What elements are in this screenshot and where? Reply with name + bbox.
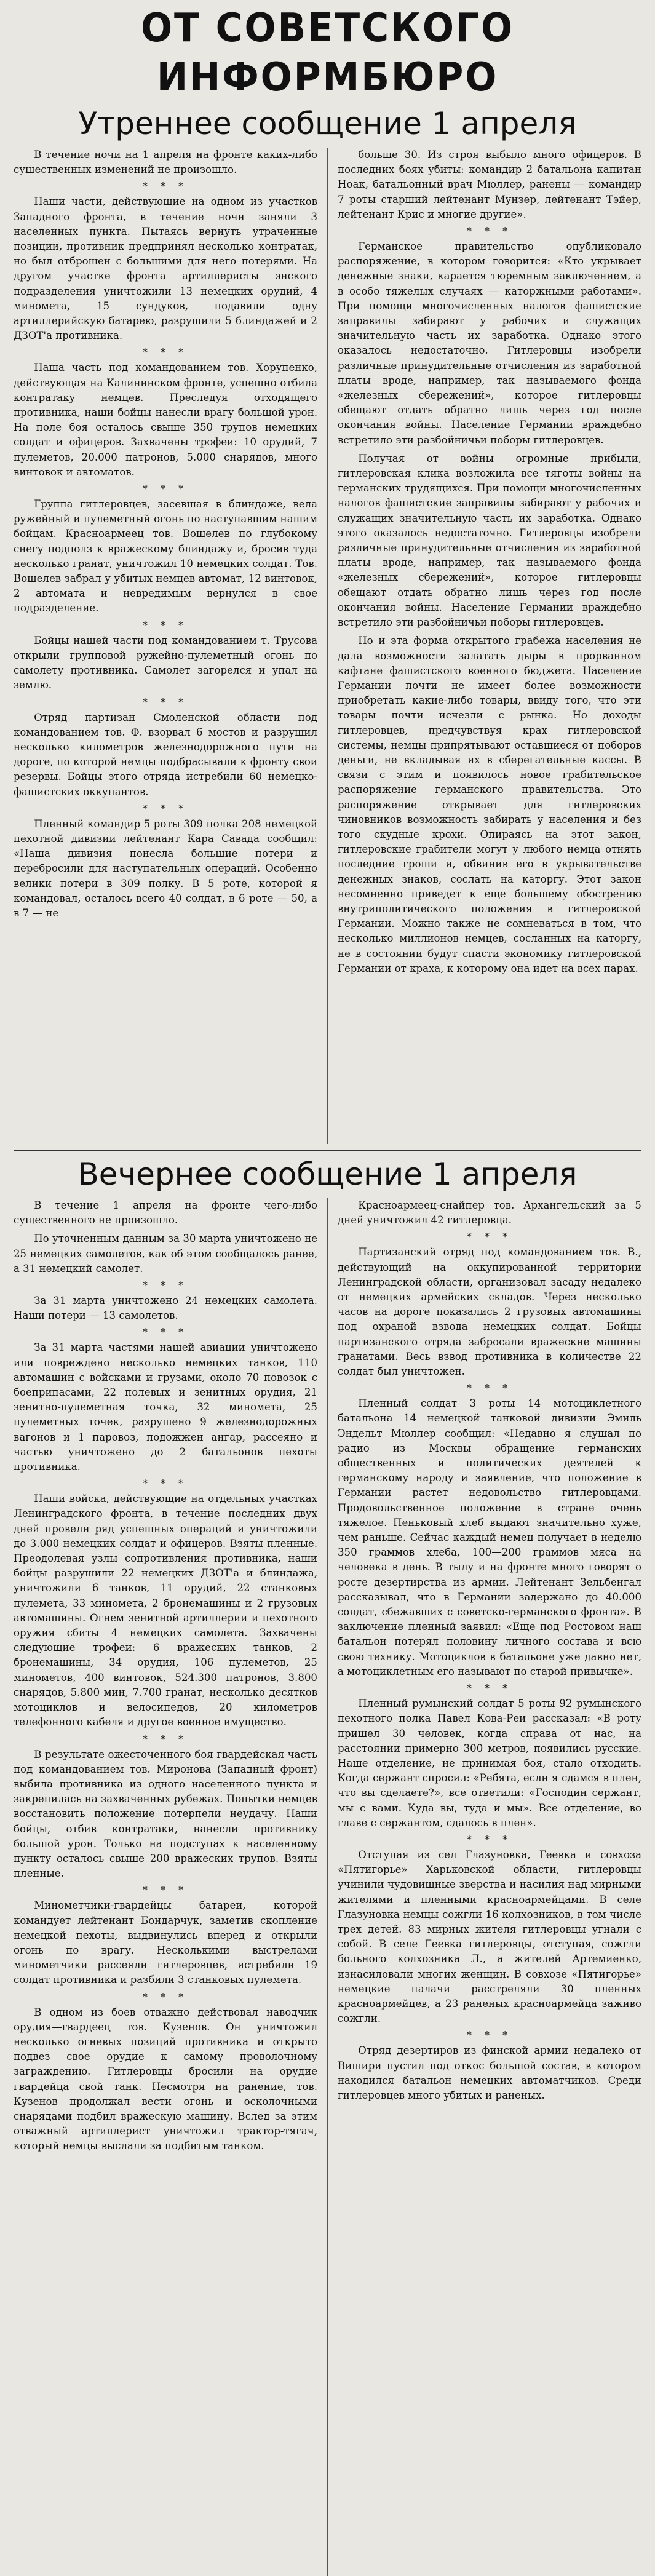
article-paragraph: больше 30. Из строя выбыло много офицеров. В последних боях убиты: командир 2 батальона капитан Ноак, батальонный врач Мюллер, ранены — командир 7 роты старший лейтенант Мунзер, лейтенант Тэйер, лейтенант Крис и многие другие». bbox=[338, 149, 641, 220]
evening-report-title: Вечернее сообщение 1 апреля bbox=[77, 1156, 578, 1192]
separator-stars: * * * bbox=[466, 2029, 513, 2041]
separator-stars: * * * bbox=[142, 1884, 189, 1896]
evening-right-column bbox=[338, 1198, 641, 2107]
article-paragraph: Наша часть под командованием тов. Хорупенко, действующая на Калининском фронте, успешно отбила контратаку немцев. Преследуя отходящего противника, наши бойцы нанесли врагу большой урон. На поле боя осталось свыше 350 трупов немецких солдат и офицеров. Захвачены трофеи: 10 орудий, 7 пулеметов, 20.000 патронов, 5.000 снарядов, много винтовок и автоматов. bbox=[14, 362, 317, 478]
article-paragraph: В течение 1 апреля на фронте чего-либо существенного не произошло. bbox=[14, 1199, 317, 1226]
separator-stars: * * * bbox=[466, 1382, 513, 1394]
article-paragraph: Группа гитлеровцев, засевшая в блиндаже, вела ружейный и пулеметный огонь по наступавшим нашим бойцам. Красноармеец тов. Вошелев по глубокому снегу подполз к вражескому блиндажу и, бросив туда несколько гранат, уничтожил 10 немецких солдат. Тов. Вошелев забрал у убитых немцев автомат, 12 винтовок, 2 автомата и невредимым вернулся в свое подразделение. bbox=[14, 498, 317, 614]
evening-left-column bbox=[14, 1198, 317, 2158]
article-paragraph: Но и эта форма открытого грабежа населения не дала возможности залатать дыры в прорванном кафтане фашистского военного бюджета. Население Германии почти не имеет более возможности приобретать какие-либо товары, ввиду того, что эти товары почти исчезли с рынка. Но доходы гитлеровцев, предчувствуя крах гитлеровской системы, немцы припрятывают оставшиеся от поборов деньги, не вкладывая их в сберегательные кассы. В связи с этим и появилось новое грабительское распоряжение германского правительства. Это распоряжение открывает для гитлеровских чиновников возможность забирать у населения и без того скудные крохи. Опираясь на этот закон, гитлеровские грабители могут у любого немца отнять последние гроши и, обвинив его в укрывательстве денежных знаков, сослать на каторгу. Этот закон несомненно приведет к еще большему обострению внутриполитического положения в гитлеровской Германии. Можно также не сомневаться в том, что несколько миллионов немцев, сосланных на каторгу, не в состоянии будут спасти экономику гитлеровской Германии от краха, к которому она идет на всех парах. bbox=[338, 635, 641, 974]
article-paragraph: Пленный румынский солдат 5 роты 92 румынского пехотного полка Павел Кова-Реи рассказал: «В роту пришел 30 человек, когда справа от нас, на расстоянии примерно 300 метров, появились русские. Наше отделение, не принимая боя, стало отходить. Когда сержант спросил: «Ребята, если я сдамся в плен, что вы сделаете?», все ответили: «Господин сержант, мы с вами. Куда вы, туда и мы». Все отделение, во главе с сержантом, сдалось в плен». bbox=[338, 1698, 641, 1829]
section-divider bbox=[14, 1150, 641, 1151]
separator-stars: * * * bbox=[142, 1990, 189, 2003]
article-paragraph: Пленный солдат 3 роты 14 мотоциклетного батальона 14 немецкой танковой дивизии Эмиль Эндельт Мюллер сообщил: «Недавно я слушал по радио из Москвы обращение германских общественных и политических деятелей к германскому народу и заявление, что положение в Германии растет недовольство гитлеровцами. Продовольственное положение в стране очень тяжелое. Пеньковый хлеб выдают значительно хуже, чем раньше. Сейчас каждый немец получает в неделю 350 граммов хлеба, 100—200 граммов мяса на человека в день. В тылу и на фронте много говорят о росте дезертирства из армии. Лейтенант Зельбенгал рассказывал, что в Германии задержано до 40.000 солдат, сбежавших с советско-германского фронта». В заключение пленный заявил: «Еще под Ростовом наш батальон потерял половину личного состава и всю свою технику. Мотоциклов в батальоне уже давно нет, а мотоциклетным его называют по старой привычке». bbox=[338, 1397, 641, 1677]
separator-stars: * * * bbox=[142, 1477, 189, 1490]
separator-stars: * * * bbox=[466, 1682, 513, 1695]
article-paragraph: Отряд партизан Смоленской области под командованием тов. Ф. взорвал 6 мостов и разрушил несколько километров железнодорожного пути на дороге, по которой немцы подбрасывали к фронту свои резервы. Бойцы этого отряда истребили 60 немецко-фашистских оккупантов. bbox=[14, 711, 317, 798]
article-paragraph: В результате ожесточенного боя гвардейская часть под командованием тов. Миронова (Западный фронт) выбила противника из одного населенного пункта и закрепилась на захваченных рубежах. Попытки немцев восстановить положение потерпели неудачу. Наши бойцы, отбив контратаки, нанесли противнику большой урон. Только на подступах к населенному пункту осталось свыше 200 вражеских трупов. Взяты пленные. bbox=[14, 1748, 317, 1880]
article-paragraph: За 31 марта частями нашей авиации уничтожено или повреждено несколько немецких танков, 110 автомашин с войсками и грузами, около 70 повозок с боеприпасами, 22 полевых и зенитных орудия, 21 зенитно-пулеметная точка, 32 миномета, 25 пулеметных точек, разрушено 9 железнодорожных вагонов и 1 паровоз, подожжен ангар, рассеяно и частью уничтожено до 2 батальонов пехоты противника. bbox=[14, 1342, 317, 1473]
morning-report-title: Утреннее сообщение 1 апреля bbox=[78, 106, 577, 141]
article-paragraph: Отступая из сел Глазуновка, Геевка и совхоза «Пятигорье» Харьковской области, гитлеровцы учинили чудовищные зверства и насилия над мирными жителями и пленными красноармейцами. В селе Глазуновка немцы сожгли 16 колхозников, в том числе трех детей. 83 мирных жителя гитлеровцы угнали с собой. В селе Геевка гитлеровцы, отступая, сожгли больного колхозника Л., а жителей Артемиенко, изнасиловали многих женщин. В совхозе «Пятигорье» немецкие палачи расстреляли 30 пленных красноармейцев, а 23 раненых красноармейца заживо сожгли. bbox=[338, 1848, 641, 2025]
column-divider bbox=[327, 148, 328, 1144]
morning-left-column bbox=[14, 148, 317, 924]
article-paragraph: В течение ночи на 1 апреля на фронте каких-либо существенных изменений не произошло. bbox=[14, 149, 317, 176]
separator-stars: * * * bbox=[142, 483, 189, 495]
article-paragraph: Отряд дезертиров из финской армии недалеко от Вишири пустил под откос большой состав, в котором находился батальон немецких автоматчиков. Среди гитлеровцев много убитых и раненых. bbox=[338, 2045, 641, 2101]
evening-report bbox=[14, 1198, 641, 2576]
separator-stars: * * * bbox=[142, 802, 189, 814]
article-paragraph: По уточненным данным за 30 марта уничтожено не 25 немецких самолетов, как об этом сообщалось ранее, а 31 немецкий самолет. bbox=[14, 1233, 317, 1274]
separator-stars: * * * bbox=[466, 225, 513, 237]
separator-stars: * * * bbox=[142, 1326, 189, 1338]
article-paragraph: Бойцы нашей части под командованием т. Трусова открыли групповой ружейно-пулеметный огонь по самолету противника. Самолет загорелся и упал на землю. bbox=[14, 634, 317, 691]
separator-stars: * * * bbox=[142, 1733, 189, 1745]
separator-stars: * * * bbox=[142, 1279, 189, 1292]
separator-stars: * * * bbox=[142, 346, 189, 359]
separator-stars: * * * bbox=[466, 1833, 513, 1845]
separator-stars: * * * bbox=[466, 1231, 513, 1243]
article-paragraph: За 31 марта уничтожено 24 немецких самолета. Наши потери — 13 самолетов. bbox=[14, 1295, 317, 1322]
column-divider bbox=[327, 1198, 328, 2576]
separator-stars: * * * bbox=[142, 180, 189, 193]
article-paragraph: Наши войска, действующие на отдельных участках Ленинградского фронта, в течение последних двух дней провели ряд успешных операций и уничтожили до 3.000 немецких солдат и офицеров. Взяты пленные. Преодолевая узлы сопротивления противника, наши бойцы разрушили 22 немецких ДЗОТ'а и блиндажа, уничтожили 6 танков, 11 орудий, 22 станковых пулемета, 33 миномета, 2 бронемашины и 2 грузовых автомашины. Огнем зенитной артиллерии и пехотного оружия сбиты 4 немецких самолета. Захвачены следующие трофеи: 6 вражеских танков, 2 бронемашины, 34 орудия, 106 пулеметов, 25 минометов, 400 винтовок, 524.300 патронов, 3.800 снарядов, 5.800 мин, 7.700 гранат, несколько десятков мотоциклов и велосипедов, 20 километров телефонного кабеля и другое военное имущество. bbox=[14, 1493, 317, 1728]
separator-stars: * * * bbox=[142, 696, 189, 708]
article-paragraph: Пленный командир 5 роты 309 полка 208 немецкой пехотной дивизии лейтенант Кара Савада сообщил: «Наша дивизия понесла большие потери и перебросили для наступательных операций. Особенно велики потери в 309 полку. В 5 роте, которой я командовал, осталось всего 40 солдат, в 6 роте — 50, а в 7 — не bbox=[14, 817, 317, 919]
article-paragraph: Получая от войны огромные прибыли, гитлеровская клика возложила все тяготы войны на германских трудящихся. При помощи многочисленных налогов фашистские заправилы забирают у рабочих и служащих значительную часть их заработка. Однако этого оказалось недостаточно. Гитлеровцы изобрели различные принудительные отчисления из заработной платы вроде, например, так называемого фонда «железных сбережений», которое гитлеровцы обещают отдать обратно лишь через год после окончания войны. Население Германии враждебно встретило эти разбойничьи поборы гитлеровцев. bbox=[338, 452, 641, 629]
morning-right-column bbox=[338, 148, 641, 980]
article-paragraph: В одном из боев отважно действовал наводчик орудия—гвардеец тов. Кузенов. Он уничтожил несколько огневых позиций противника и открыто подвез свое орудие к самому проволочному заграждению. Гитлеровцы бросили на орудие гвардейца свой танк. Несмотря на ранение, тов. Кузенов продолжал вести огонь и осколочными снарядами подбил вражескую машину. Вслед за этим отважный артиллерист уничтожил трактор-тягач, который немцы выслали за подбитым танком. bbox=[14, 2006, 317, 2152]
separator-stars: * * * bbox=[142, 619, 189, 631]
article-paragraph: Наши части, действующие на одном из участков Западного фронта, в течение ночи заняли 3 населенных пункта. Пытаясь вернуть утраченные позиции, противник предпринял несколько контратак, но был отброшен с большими для него потерями. На другом участке фронта артиллеристы энского подразделения уничтожили 13 немецких орудий, 4 миномета, 15 сундуков, подавили одну артиллерийскую батарею, разрушили 5 блиндажей и 2 ДЗОТ'а противника. bbox=[14, 196, 317, 342]
morning-report bbox=[14, 148, 641, 1144]
article-paragraph: Германское правительство опубликовало распоряжение, в котором говорится: «Кто укрывает денежные знаки, карается тюремным заключением, а в особо тяжелых случаях — каторжными работами». При помощи многочисленных налогов фашистские заправилы забирают у рабочих и служащих значительную часть их заработка. Однако этого оказалось недостаточно. Гитлеровцы изобрели различные принудительные отчисления из заработной платы вроде, например, так называемого фонда «железных сбережений», которое гитлеровцы обещают отдать обратно лишь через год после окончания войны. Население Германии враждебно встретило эти разбойничьи поборы гитлеровцев. bbox=[338, 241, 641, 446]
article-paragraph: Красноармеец-снайпер тов. Архангельский за 5 дней уничтожил 42 гитлеровца. bbox=[338, 1199, 641, 1226]
page-title: ОТ СОВЕТСКОГО ИНФОРМБЮРО bbox=[140, 6, 515, 100]
article-paragraph: Минометчики-гвардейцы батареи, которой командует лейтенант Бондарчук, заметив скопление немецкой пехоты, выдвинулись вперед и открыли огонь по врагу. Несколькими выстрелами минометчики рассеяли гитлеровцев, истребили 19 солдат противника и разбили 3 станковых пулемета. bbox=[14, 1899, 317, 1986]
article-paragraph: Партизанский отряд под командованием тов. В., действующий на оккупированной территории Ленинградской области, организовал засаду недалеко от немецких армейских складов. Через несколько часов на дороге показались 2 грузовых автомашины под охраной взвода немецких солдат. Бойцы партизанского отряда забросали вражеские машины гранатами. Весь взвод противника в количестве 22 солдат был уничтожен. bbox=[338, 1246, 641, 1378]
